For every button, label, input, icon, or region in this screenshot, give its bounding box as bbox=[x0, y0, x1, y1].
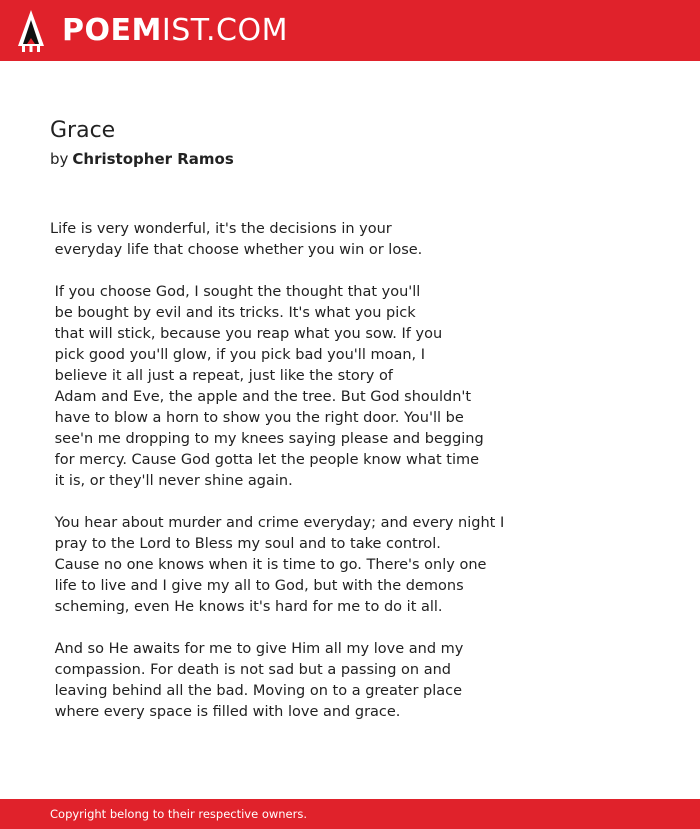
poem-line: pray to the Lord to Bless my soul and to take control. bbox=[50, 536, 441, 552]
poem-line: have to blow a horn to show you the right door. You'll be bbox=[50, 410, 464, 426]
poem-line: And so He awaits for me to give Him all my love and my bbox=[50, 641, 464, 657]
poem-line: life to live and I give my all to God, but with the demons bbox=[50, 578, 464, 594]
poem-line: Life is very wonderful, it's the decisions in your bbox=[50, 221, 392, 237]
poem-line: where every space is filled with love and grace. bbox=[50, 704, 401, 720]
site-footer bbox=[0, 799, 700, 829]
site-logo[interactable] bbox=[62, 13, 288, 49]
poem-line bbox=[50, 618, 490, 639]
poem-line bbox=[50, 261, 490, 282]
poem-line: see'n me dropping to my knees saying please and begging bbox=[50, 431, 484, 447]
poem-line: believe it all just a repeat, just like the story of bbox=[50, 368, 393, 384]
poem-line: that will stick, because you reap what you sow. If you bbox=[50, 326, 443, 342]
poem-line: leaving behind all the bad. Moving on to a greater place bbox=[50, 683, 463, 699]
poem-body bbox=[50, 219, 505, 723]
poem-line: Cause no one knows when it is time to go. There's only one bbox=[50, 557, 487, 573]
author-name: Christopher Ramos bbox=[72, 150, 234, 168]
poem-line: everyday life that choose whether you win or lose. bbox=[50, 242, 423, 258]
poem-line bbox=[50, 492, 490, 513]
poem-line: scheming, even He knows it's hard for me to do it all. bbox=[50, 599, 443, 615]
poem-line: Adam and Eve, the apple and the tree. But God shouldn't bbox=[50, 389, 472, 405]
poem-line: it is, or they'll never shine again. bbox=[50, 473, 293, 489]
byline bbox=[50, 149, 234, 169]
poem-line: for mercy. Cause God gotta let the people know what time bbox=[50, 452, 480, 468]
pencil-tip-icon[interactable] bbox=[18, 10, 44, 52]
poem-line: be bought by evil and its tricks. It's what you pick bbox=[50, 305, 416, 321]
copyright-notice: Copyright belong to their respective owners. bbox=[50, 807, 308, 821]
poem-line: You hear about murder and crime everyday; and every night I bbox=[50, 515, 505, 531]
logo-text-light: IST.COM bbox=[161, 13, 288, 48]
site-header bbox=[0, 0, 700, 61]
poem-title: Grace bbox=[50, 118, 116, 143]
poem-line: pick good you'll glow, if you pick bad you'll moan, I bbox=[50, 347, 426, 363]
by-label: by bbox=[50, 150, 69, 168]
poem-line: compassion. For death is not sad but a passing on and bbox=[50, 662, 452, 678]
poem-line: If you choose God, I sought the thought that you'll bbox=[50, 284, 421, 300]
logo-text-bold: POEM bbox=[62, 13, 162, 48]
